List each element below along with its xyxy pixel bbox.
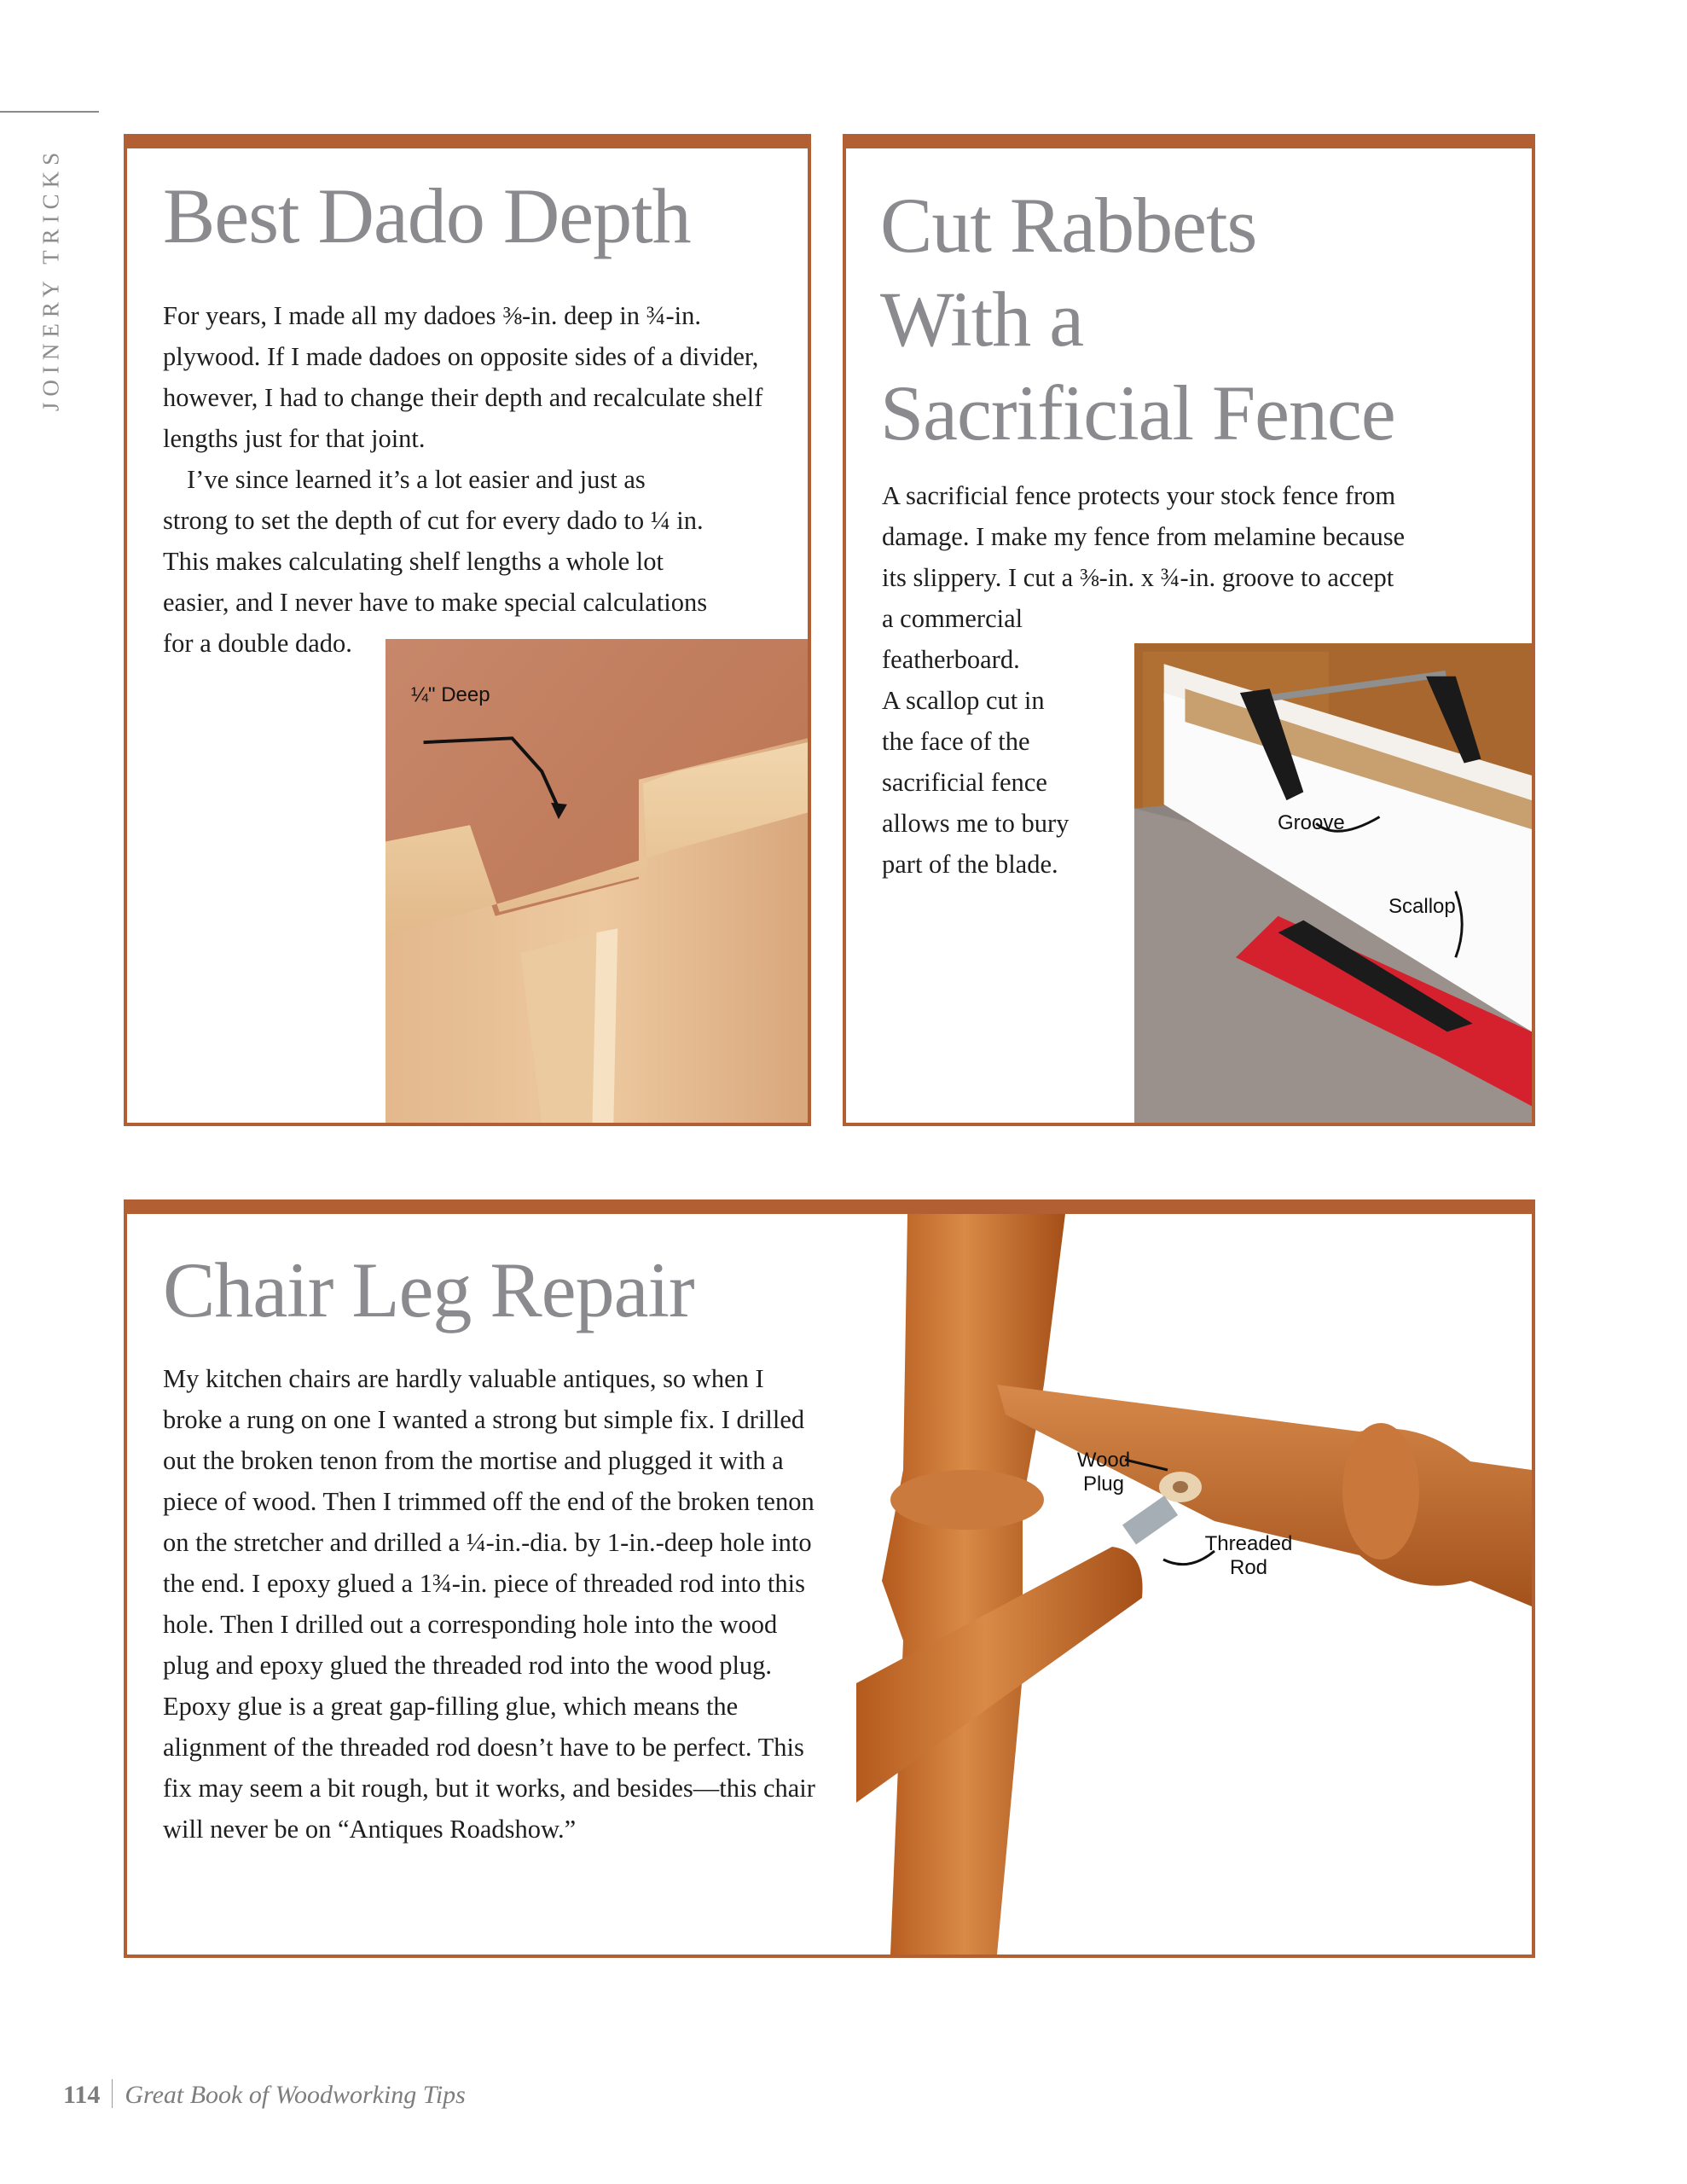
callout-quarter-deep: ¼" Deep [411,683,490,706]
text-line: A sacrificial fence protects your stock fence from [882,481,1396,510]
title-line: Cut Rabbets [880,182,1257,269]
text-line: featherboard. [882,645,1020,674]
text-line: a commercial [882,604,1023,633]
paragraph: I’ve since learned it’s a lot easier and just as strong to set the depth of cut for every dado to ¼ in. This makes calculating shelf lengths a whole lot easier, and I never have to make special calculations for a double dado. [163,465,708,658]
title-line: With a [880,276,1084,363]
panel-body [163,1358,828,1850]
text-line: the face of the [882,727,1030,756]
text-line: its slippery. I cut a ⅜-in. x ¾-in. groove to accept [882,563,1394,592]
paragraph: My kitchen chairs are hardly valuable antiques, so when I broke a rung on one I wanted a strong but simple fix. I drilled out the broken tenon from the mortise and plugged it with a piece of wood. Then I trimmed off the end of the broken tenon on the stretcher and drilled a ¼-in.-dia. by 1-in.-deep hole into the end. I epoxy glued a 1¾-in. piece of threaded rod into this hole. Then I drilled out a corresponding hole into the wood plug and epoxy glued the threaded rod into the wood plug. Epoxy glue is a great gap-filling glue, which means the alignment of the threaded rod doesn’t have to be perfect. This fix may seem a bit rough, but it works, and besides—this chair will never be on “Antiques Roadshow.” [163,1364,815,1844]
page-number: 114 [63,2081,101,2109]
panel-title [880,178,1395,460]
panel-title: Chair Leg Repair [163,1246,694,1333]
footer-divider [112,2079,113,2108]
tip-panel-sacrificial-fence [843,134,1535,1126]
section-rule [0,111,99,113]
page-footer [63,2079,466,2110]
text-line: allows me to bury [882,809,1070,838]
panel-body [163,295,777,664]
text-line: damage. I make my fence from melamine because [882,522,1406,551]
callout-wood-plug: Wood Plug [1076,1449,1131,1496]
text-line: sacrificial fence [882,768,1047,797]
callout-scallop: Scallop [1388,895,1456,918]
tip-panel-dado-depth [124,134,811,1126]
paragraph: For years, I made all my dadoes ⅜-in. deep in ¾-in. plywood. If I made dadoes on opposite sides of a divider, however, I had to change their depth and recalculate shelf lengths just for that joint. [163,301,763,453]
tip-panel-chair-leg-repair [124,1199,1535,1958]
chair-leg-photo [856,1214,1532,1955]
section-tab-label: JOINERY TRICKS [38,146,64,412]
table-saw-fence-photo [1134,643,1532,1123]
callout-threaded-rod: Threaded Rod [1204,1532,1293,1579]
title-line: Sacrificial Fence [880,369,1395,456]
text-line: part of the blade. [882,850,1058,879]
callout-groove: Groove [1278,811,1345,834]
plywood-dado-photo [386,639,808,1123]
book-title: Great Book of Woodworking Tips [125,2081,466,2109]
section-tab [34,130,68,428]
panel-title: Best Dado Depth [163,172,691,259]
text-line: A scallop cut in [882,686,1045,715]
